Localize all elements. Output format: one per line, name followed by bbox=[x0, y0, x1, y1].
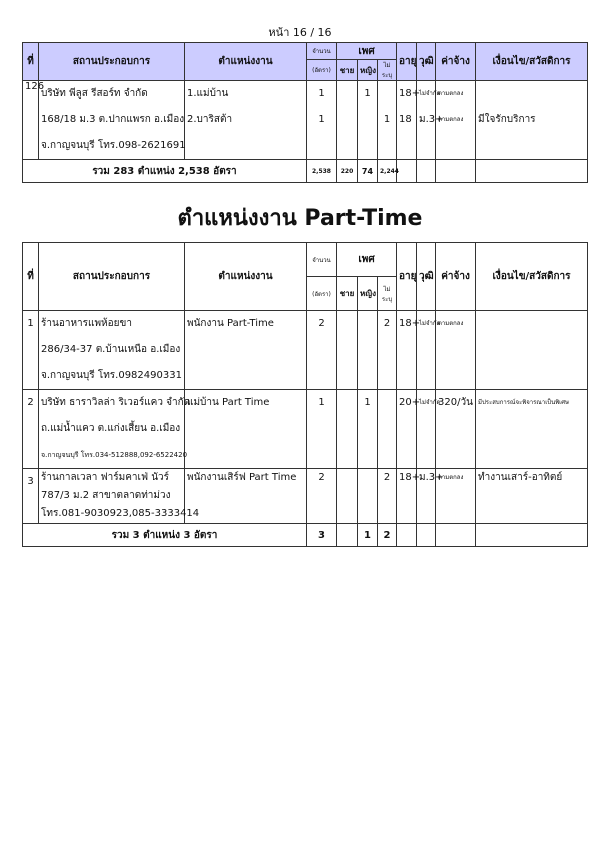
education-cell bbox=[417, 311, 441, 390]
company-name: ร้านอาหารแพห้อยขา bbox=[41, 318, 132, 329]
company-contact: จ.กาญจนบุรี โทร.098-2621691 bbox=[41, 140, 186, 151]
row-no bbox=[23, 311, 39, 390]
header-unspecified: ไม่ระบุ bbox=[378, 277, 397, 311]
header-education: วุฒิ bbox=[417, 243, 436, 311]
company-name: บริษัท พีลูส รีสอร์ท จำกัด bbox=[41, 88, 148, 99]
total-label: รวม 283 ตำแหน่ง 2,538 อัตรา bbox=[23, 160, 307, 183]
education-cell bbox=[417, 469, 444, 524]
header-conditions: เงื่อนไข/สวัสดิการ bbox=[476, 243, 588, 311]
header-wage: ค่าจ้าง bbox=[436, 43, 476, 81]
header-position: ตำแหน่งงาน bbox=[185, 243, 307, 311]
company-cell bbox=[39, 469, 200, 524]
wage-value: 320/วัน bbox=[438, 397, 473, 408]
position-cell bbox=[185, 81, 307, 160]
wage-cell bbox=[436, 390, 476, 469]
total-count: 2,538 bbox=[307, 160, 337, 183]
age-value: 18+ bbox=[399, 88, 421, 99]
unspecified-value bbox=[380, 390, 394, 416]
table-row bbox=[23, 390, 588, 469]
total-row bbox=[23, 160, 588, 183]
position-cell bbox=[185, 311, 307, 390]
unspecified-value: 2 bbox=[383, 318, 391, 329]
unspecified-cell bbox=[378, 311, 397, 390]
education-value: ม.3+ bbox=[419, 472, 444, 483]
wage-value: ตามตกลง bbox=[438, 474, 464, 481]
count-value: 1 bbox=[318, 88, 325, 99]
row-no-value: 3 bbox=[27, 476, 34, 487]
age-cell bbox=[397, 81, 421, 160]
header-education: วุฒิ bbox=[417, 43, 436, 81]
position-title: พนักงานเสิร์ฟ Part Time bbox=[187, 472, 297, 483]
conditions-cell bbox=[476, 81, 588, 160]
company-contact: โทร.081-9030923,085-3333414 bbox=[41, 508, 200, 519]
age-value: 18+ bbox=[399, 472, 421, 483]
company-address: 168/18 ม.3 ต.ปากแพรก อ.เมือง bbox=[41, 114, 185, 125]
company-address: ถ.แม่น้ำแคว ต.แก่งเสี้ยน อ.เมือง bbox=[41, 423, 181, 434]
education-value: ไม่จำกัด bbox=[419, 90, 441, 97]
male-value bbox=[339, 469, 355, 487]
header-wage: ค่าจ้าง bbox=[436, 243, 476, 311]
education-value: ม.3+ bbox=[419, 114, 444, 125]
male-value bbox=[339, 107, 355, 133]
conditions-cell bbox=[476, 390, 588, 469]
male-cell bbox=[337, 81, 358, 160]
female-value bbox=[360, 107, 375, 133]
wage-cell bbox=[436, 81, 476, 160]
unspecified-cell bbox=[378, 81, 397, 160]
unspecified-value bbox=[380, 81, 394, 107]
age-value: 18 bbox=[399, 114, 412, 125]
header-female: หญิง bbox=[358, 277, 378, 311]
row-no bbox=[23, 469, 39, 524]
wage-value: ตามตกลง bbox=[438, 116, 464, 123]
education-cell bbox=[417, 81, 444, 160]
header-no: ที่ bbox=[23, 243, 39, 311]
company-cell bbox=[39, 81, 185, 160]
position-cell bbox=[185, 390, 307, 469]
header-gender: เพศ bbox=[337, 43, 397, 60]
header-age: อายุ bbox=[397, 243, 417, 311]
empty-cell bbox=[417, 524, 436, 547]
total-count: 3 bbox=[307, 524, 337, 547]
position-title: 1.แม่บ้าน bbox=[187, 88, 229, 99]
unspecified-value: 2 bbox=[383, 472, 391, 483]
total-male: 220 bbox=[337, 160, 358, 183]
wage-cell bbox=[436, 311, 476, 390]
education-value: ไม่จำกัด bbox=[419, 399, 441, 406]
conditions-cell bbox=[476, 469, 588, 524]
header-gender: เพศ bbox=[337, 243, 397, 277]
unspecified-cell bbox=[378, 390, 397, 469]
age-cell bbox=[397, 311, 421, 390]
header-female: หญิง bbox=[358, 60, 378, 81]
header-conditions: เงื่อนไข/สวัสดิการ bbox=[476, 43, 588, 81]
age-value: 20+ bbox=[399, 397, 421, 408]
row-no bbox=[23, 390, 39, 469]
total-unspecified: 2,244 bbox=[378, 160, 397, 183]
company-address: 286/34-37 ต.บ้านเหนือ อ.เมือง bbox=[41, 344, 181, 355]
empty-cell bbox=[397, 524, 417, 547]
row-no-value: 2 bbox=[27, 397, 34, 408]
position-title: 2.บาริสต้า bbox=[187, 114, 233, 125]
count-value: 2 bbox=[318, 318, 325, 329]
header-count-unit: (อัตรา) bbox=[307, 60, 337, 81]
header-company: สถานประกอบการ bbox=[39, 243, 185, 311]
unspecified-cell bbox=[378, 469, 397, 524]
unspecified-value: 1 bbox=[383, 114, 391, 125]
empty-cell bbox=[397, 160, 417, 183]
row-no: 126 bbox=[23, 81, 39, 160]
conditions-value bbox=[478, 311, 585, 337]
total-female: 1 bbox=[358, 524, 378, 547]
position-cell bbox=[185, 469, 307, 524]
empty-cell bbox=[417, 160, 436, 183]
empty-cell bbox=[476, 524, 588, 547]
header-age: อายุ bbox=[397, 43, 417, 81]
age-value: 18+ bbox=[399, 318, 421, 329]
company-contact: จ.กาญจนบุรี โทร.0982490331 bbox=[41, 370, 182, 381]
table-row bbox=[23, 81, 588, 160]
female-value bbox=[360, 469, 375, 487]
empty-cell bbox=[436, 524, 476, 547]
header-count: จำนวน bbox=[307, 43, 337, 60]
header-male: ชาย bbox=[337, 60, 358, 81]
company-cell bbox=[39, 311, 185, 390]
header-count: จำนวน bbox=[307, 243, 337, 277]
count-value: 2 bbox=[318, 472, 325, 483]
header-male: ชาย bbox=[337, 277, 358, 311]
count-value: 1 bbox=[318, 397, 325, 408]
wage-cell bbox=[436, 469, 476, 524]
table-row bbox=[23, 311, 588, 390]
male-cell bbox=[337, 469, 358, 524]
wage-value: ตามตกลง bbox=[438, 90, 464, 97]
total-row bbox=[23, 524, 588, 547]
header-no: ที่ bbox=[23, 43, 39, 81]
female-value bbox=[360, 311, 375, 337]
total-unspecified: 2 bbox=[378, 524, 397, 547]
count-value: 1 bbox=[318, 114, 325, 125]
page-number: หน้า 16 / 16 bbox=[268, 26, 332, 39]
header-unspecified: ไม่ระบุ bbox=[378, 60, 397, 81]
part-time-jobs-table bbox=[22, 242, 588, 547]
male-value bbox=[339, 81, 355, 107]
count-cell bbox=[307, 311, 337, 390]
company-address: 787/3 ม.2 สาขาตลาดท่าม่วง bbox=[41, 490, 171, 501]
position-title: แม่บ้าน Part Time bbox=[187, 397, 270, 408]
female-value: 1 bbox=[364, 88, 371, 99]
male-cell bbox=[337, 311, 358, 390]
header-position: ตำแหน่งงาน bbox=[185, 43, 307, 81]
empty-cell bbox=[476, 160, 588, 183]
conditions-value: ทำงานเสาร์-อาทิตย์ bbox=[478, 472, 563, 483]
header-count-unit: (อัตรา) bbox=[307, 277, 337, 311]
company-name: ร้านกาลเวลา ฟาร์มคาเฟ่ นัวร์ bbox=[41, 472, 170, 483]
male-value bbox=[339, 311, 355, 337]
education-value: ไม่จำกัด bbox=[419, 320, 441, 327]
count-cell bbox=[307, 390, 337, 469]
conditions-value: มีใจรักบริการ bbox=[478, 114, 536, 125]
company-name: บริษัท ธาราวิลล่า ริเวอร์แคว จำกัด bbox=[41, 397, 191, 408]
age-cell bbox=[397, 469, 421, 524]
header-company: สถานประกอบการ bbox=[39, 43, 185, 81]
education-cell bbox=[417, 390, 441, 469]
total-label: รวม 3 ตำแหน่ง 3 อัตรา bbox=[23, 524, 307, 547]
table-row bbox=[23, 469, 588, 524]
jobs-table bbox=[22, 42, 588, 183]
count-cell bbox=[307, 81, 337, 160]
wage-value: ตามตกลง bbox=[438, 320, 464, 327]
total-male bbox=[337, 524, 358, 547]
conditions-cell bbox=[476, 311, 588, 390]
row-no-value: 1 bbox=[27, 318, 34, 329]
female-cell bbox=[358, 81, 378, 160]
position-title: พนักงาน Part-Time bbox=[187, 318, 274, 329]
female-cell bbox=[358, 390, 378, 469]
female-cell bbox=[358, 311, 378, 390]
female-cell bbox=[358, 469, 378, 524]
company-cell bbox=[39, 390, 191, 469]
male-cell bbox=[337, 390, 358, 469]
male-value bbox=[339, 390, 355, 416]
conditions-value: มีประสบการณ์จะพิจารณาเป็นพิเศษ bbox=[478, 399, 569, 406]
total-female: 74 bbox=[358, 160, 378, 183]
company-contact: จ.กาญจนบุรี โทร.034-512888,092-6522420 bbox=[41, 451, 188, 459]
conditions-value bbox=[478, 81, 585, 107]
age-cell bbox=[397, 390, 421, 469]
empty-cell bbox=[436, 160, 476, 183]
female-value: 1 bbox=[364, 397, 371, 408]
count-cell bbox=[307, 469, 337, 524]
section-title: ตำแหน่งงาน Part-Time bbox=[177, 206, 423, 231]
